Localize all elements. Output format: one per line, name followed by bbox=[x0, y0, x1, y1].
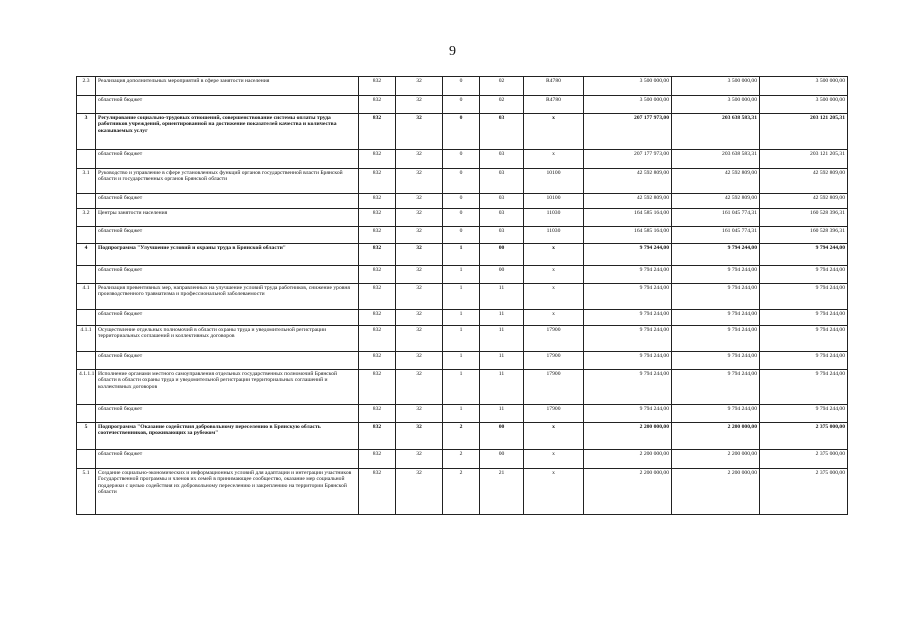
cell-subprogram: 0 bbox=[443, 194, 480, 209]
cell-amount-year1: 9 794 244,00 bbox=[584, 352, 672, 370]
cell-amount-year2: 42 592 809,00 bbox=[672, 169, 760, 194]
row-description: Реализация дополнительных мероприятий в сфере занятости населения bbox=[96, 77, 359, 96]
cell-amount-year2: 161 045 774,31 bbox=[672, 227, 760, 244]
cell-program: 32 bbox=[396, 450, 443, 469]
cell-direction-code: x bbox=[524, 450, 584, 469]
cell-amount-year1: 164 585 164,00 bbox=[584, 227, 672, 244]
table-row bbox=[77, 370, 848, 405]
row-description: Исполнение органами местного самоуправления отдельных государственных полномочий Брянской области в области охраны труда и уведомительной регистрации территориальных соглашений и коллективных договоров bbox=[96, 370, 359, 405]
cell-main-event: 02 bbox=[480, 77, 524, 96]
cell-amount-year1: 9 794 244,00 bbox=[584, 326, 672, 352]
cell-program: 32 bbox=[396, 209, 443, 227]
cell-main-event: 00 bbox=[480, 244, 524, 266]
cell-direction-code: x bbox=[524, 244, 584, 266]
cell-program: 32 bbox=[396, 77, 443, 96]
cell-grbs: 832 bbox=[359, 326, 396, 352]
cell-amount-year2: 2 200 000,00 bbox=[672, 450, 760, 469]
cell-main-event: 11 bbox=[480, 405, 524, 423]
cell-direction-code: 11030 bbox=[524, 227, 584, 244]
cell-amount-year2: 9 794 244,00 bbox=[672, 310, 760, 326]
cell-subprogram: 0 bbox=[443, 209, 480, 227]
row-number: 5.1 bbox=[77, 469, 96, 515]
cell-amount-year3: 42 592 809,00 bbox=[760, 194, 848, 209]
cell-program: 32 bbox=[396, 352, 443, 370]
cell-grbs: 832 bbox=[359, 370, 396, 405]
cell-subprogram: 0 bbox=[443, 227, 480, 244]
table-row bbox=[77, 209, 848, 227]
cell-direction-code: x bbox=[524, 469, 584, 515]
row-description: Подпрограмма "Оказание содействия добровольному переселению в Брянскую область соотечественников, проживающих за рубежом" bbox=[96, 423, 359, 450]
row-number: 3.1 bbox=[77, 169, 96, 194]
table-row bbox=[77, 114, 848, 150]
cell-amount-year3: 203 121 205,31 bbox=[760, 114, 848, 150]
cell-amount-year3: 160 528 396,31 bbox=[760, 227, 848, 244]
row-number: 5 bbox=[77, 423, 96, 450]
row-description: областной бюджет bbox=[96, 150, 359, 169]
cell-direction-code: x bbox=[524, 150, 584, 169]
cell-program: 32 bbox=[396, 150, 443, 169]
row-number bbox=[77, 450, 96, 469]
row-number bbox=[77, 227, 96, 244]
cell-amount-year1: 42 592 809,00 bbox=[584, 194, 672, 209]
cell-subprogram: 1 bbox=[443, 244, 480, 266]
cell-amount-year3: 9 794 244,00 bbox=[760, 352, 848, 370]
cell-amount-year1: 9 794 244,00 bbox=[584, 284, 672, 310]
cell-grbs: 832 bbox=[359, 266, 396, 284]
cell-main-event: 00 bbox=[480, 423, 524, 450]
cell-subprogram: 1 bbox=[443, 326, 480, 352]
cell-main-event: 11 bbox=[480, 310, 524, 326]
table-row bbox=[77, 405, 848, 423]
cell-amount-year2: 3 500 000,00 bbox=[672, 96, 760, 114]
cell-amount-year3: 9 794 244,00 bbox=[760, 266, 848, 284]
cell-amount-year1: 3 500 000,00 bbox=[584, 77, 672, 96]
cell-subprogram: 2 bbox=[443, 450, 480, 469]
cell-amount-year1: 207 177 973,00 bbox=[584, 114, 672, 150]
cell-amount-year2: 2 200 000,00 bbox=[672, 423, 760, 450]
cell-main-event: 21 bbox=[480, 469, 524, 515]
cell-amount-year1: 207 177 973,00 bbox=[584, 150, 672, 169]
cell-subprogram: 0 bbox=[443, 114, 480, 150]
cell-grbs: 832 bbox=[359, 310, 396, 326]
cell-amount-year2: 9 794 244,00 bbox=[672, 370, 760, 405]
cell-amount-year2: 42 592 809,00 bbox=[672, 194, 760, 209]
cell-amount-year1: 9 794 244,00 bbox=[584, 244, 672, 266]
cell-main-event: 02 bbox=[480, 96, 524, 114]
cell-amount-year2: 203 638 583,31 bbox=[672, 114, 760, 150]
cell-direction-code: 17900 bbox=[524, 370, 584, 405]
cell-amount-year1: 9 794 244,00 bbox=[584, 370, 672, 405]
cell-amount-year3: 2 375 000,00 bbox=[760, 469, 848, 515]
cell-direction-code: 10100 bbox=[524, 194, 584, 209]
cell-main-event: 03 bbox=[480, 169, 524, 194]
row-description: областной бюджет bbox=[96, 450, 359, 469]
cell-direction-code: x bbox=[524, 114, 584, 150]
table-row bbox=[77, 310, 848, 326]
cell-grbs: 832 bbox=[359, 405, 396, 423]
cell-amount-year2: 9 794 244,00 bbox=[672, 266, 760, 284]
cell-program: 32 bbox=[396, 169, 443, 194]
cell-amount-year2: 2 200 000,00 bbox=[672, 469, 760, 515]
row-description: областной бюджет bbox=[96, 310, 359, 326]
table-row bbox=[77, 469, 848, 515]
cell-main-event: 11 bbox=[480, 284, 524, 310]
cell-amount-year2: 9 794 244,00 bbox=[672, 352, 760, 370]
cell-program: 32 bbox=[396, 469, 443, 515]
budget-table bbox=[76, 76, 848, 515]
row-number: 4 bbox=[77, 244, 96, 266]
cell-grbs: 832 bbox=[359, 244, 396, 266]
cell-program: 32 bbox=[396, 96, 443, 114]
cell-amount-year3: 160 528 396,31 bbox=[760, 209, 848, 227]
cell-amount-year1: 42 592 809,00 bbox=[584, 169, 672, 194]
cell-grbs: 832 bbox=[359, 194, 396, 209]
table-row bbox=[77, 266, 848, 284]
table-row bbox=[77, 227, 848, 244]
cell-subprogram: 0 bbox=[443, 169, 480, 194]
cell-subprogram: 1 bbox=[443, 352, 480, 370]
cell-direction-code: x bbox=[524, 310, 584, 326]
cell-direction-code: R4780 bbox=[524, 96, 584, 114]
cell-amount-year1: 3 500 000,00 bbox=[584, 96, 672, 114]
cell-grbs: 832 bbox=[359, 77, 396, 96]
row-number bbox=[77, 405, 96, 423]
cell-amount-year3: 9 794 244,00 bbox=[760, 244, 848, 266]
row-number bbox=[77, 266, 96, 284]
cell-grbs: 832 bbox=[359, 469, 396, 515]
row-description: областной бюджет bbox=[96, 405, 359, 423]
cell-subprogram: 1 bbox=[443, 310, 480, 326]
table-row bbox=[77, 423, 848, 450]
cell-subprogram: 1 bbox=[443, 405, 480, 423]
row-number bbox=[77, 352, 96, 370]
cell-main-event: 11 bbox=[480, 370, 524, 405]
cell-grbs: 832 bbox=[359, 352, 396, 370]
cell-direction-code: 17900 bbox=[524, 405, 584, 423]
row-description: областной бюджет bbox=[96, 352, 359, 370]
row-description: областной бюджет bbox=[96, 194, 359, 209]
cell-subprogram: 1 bbox=[443, 370, 480, 405]
row-description: Реализация превентивных мер, направленных на улучшение условий труда работников, снижение уровня производственного травматизма и профессиональной заболеваемости bbox=[96, 284, 359, 310]
table-row bbox=[77, 169, 848, 194]
cell-amount-year3: 9 794 244,00 bbox=[760, 370, 848, 405]
table-row bbox=[77, 326, 848, 352]
table-row bbox=[77, 77, 848, 96]
cell-direction-code: R4780 bbox=[524, 77, 584, 96]
cell-amount-year3: 3 500 000,00 bbox=[760, 77, 848, 96]
cell-grbs: 832 bbox=[359, 423, 396, 450]
cell-program: 32 bbox=[396, 194, 443, 209]
row-number bbox=[77, 96, 96, 114]
row-description: Создание социально-экономических и информационных условий для адаптации и интеграции участников Государственной программы и членов их семей в принимающее сообщество, оказание мер социальной поддержки с целью содействия их добровольному переселению и закреплению на территории Брянской области bbox=[96, 469, 359, 515]
cell-subprogram: 1 bbox=[443, 284, 480, 310]
table-row bbox=[77, 150, 848, 169]
row-number: 3 bbox=[77, 114, 96, 150]
cell-subprogram: 2 bbox=[443, 469, 480, 515]
row-number: 3.2 bbox=[77, 209, 96, 227]
cell-direction-code: x bbox=[524, 284, 584, 310]
cell-direction-code: 10100 bbox=[524, 169, 584, 194]
cell-amount-year1: 164 585 164,00 bbox=[584, 209, 672, 227]
row-number: 4.1.1 bbox=[77, 326, 96, 352]
cell-amount-year3: 9 794 244,00 bbox=[760, 326, 848, 352]
cell-amount-year1: 9 794 244,00 bbox=[584, 266, 672, 284]
budget-table-body bbox=[77, 77, 848, 515]
cell-amount-year2: 9 794 244,00 bbox=[672, 244, 760, 266]
row-number bbox=[77, 310, 96, 326]
cell-main-event: 00 bbox=[480, 450, 524, 469]
table-row bbox=[77, 194, 848, 209]
cell-grbs: 832 bbox=[359, 96, 396, 114]
row-description: областной бюджет bbox=[96, 96, 359, 114]
cell-amount-year2: 203 638 583,31 bbox=[672, 150, 760, 169]
row-description: Осуществление отдельных полномочий в области охраны труда и уведомительной регистрации территориальных соглашений и коллективных договоров bbox=[96, 326, 359, 352]
row-number bbox=[77, 194, 96, 209]
cell-grbs: 832 bbox=[359, 150, 396, 169]
table-row bbox=[77, 352, 848, 370]
cell-main-event: 11 bbox=[480, 326, 524, 352]
cell-grbs: 832 bbox=[359, 169, 396, 194]
row-description: областной бюджет bbox=[96, 227, 359, 244]
cell-direction-code: 11030 bbox=[524, 209, 584, 227]
cell-program: 32 bbox=[396, 114, 443, 150]
cell-direction-code: 17900 bbox=[524, 352, 584, 370]
cell-subprogram: 1 bbox=[443, 266, 480, 284]
cell-amount-year2: 161 045 774,31 bbox=[672, 209, 760, 227]
table-row bbox=[77, 96, 848, 114]
cell-grbs: 832 bbox=[359, 209, 396, 227]
row-description: Регулирование социально-трудовых отношений, совершенствование системы оплаты труда работников учреждений, ориентированной на достижение показателей качества и количества оказываемых услуг bbox=[96, 114, 359, 150]
cell-amount-year3: 9 794 244,00 bbox=[760, 310, 848, 326]
row-number bbox=[77, 150, 96, 169]
cell-amount-year2: 9 794 244,00 bbox=[672, 405, 760, 423]
cell-amount-year1: 9 794 244,00 bbox=[584, 310, 672, 326]
cell-main-event: 03 bbox=[480, 150, 524, 169]
cell-program: 32 bbox=[396, 227, 443, 244]
cell-amount-year3: 9 794 244,00 bbox=[760, 284, 848, 310]
cell-program: 32 bbox=[396, 326, 443, 352]
cell-main-event: 11 bbox=[480, 352, 524, 370]
cell-amount-year3: 3 500 000,00 bbox=[760, 96, 848, 114]
cell-main-event: 00 bbox=[480, 266, 524, 284]
cell-subprogram: 0 bbox=[443, 96, 480, 114]
cell-amount-year1: 2 200 000,00 bbox=[584, 450, 672, 469]
cell-direction-code: 17900 bbox=[524, 326, 584, 352]
cell-amount-year3: 9 794 244,00 bbox=[760, 405, 848, 423]
cell-direction-code: x bbox=[524, 266, 584, 284]
cell-grbs: 832 bbox=[359, 284, 396, 310]
cell-subprogram: 2 bbox=[443, 423, 480, 450]
cell-amount-year2: 9 794 244,00 bbox=[672, 284, 760, 310]
cell-subprogram: 0 bbox=[443, 150, 480, 169]
cell-program: 32 bbox=[396, 284, 443, 310]
cell-amount-year2: 3 500 000,00 bbox=[672, 77, 760, 96]
row-description: Центры занятости населения bbox=[96, 209, 359, 227]
row-number: 4.1.1.1 bbox=[77, 370, 96, 405]
cell-amount-year3: 42 592 809,00 bbox=[760, 169, 848, 194]
cell-direction-code: x bbox=[524, 423, 584, 450]
cell-amount-year3: 2 375 000,00 bbox=[760, 450, 848, 469]
cell-amount-year3: 203 121 205,31 bbox=[760, 150, 848, 169]
cell-program: 32 bbox=[396, 266, 443, 284]
cell-program: 32 bbox=[396, 405, 443, 423]
table-row bbox=[77, 450, 848, 469]
cell-main-event: 03 bbox=[480, 209, 524, 227]
cell-main-event: 03 bbox=[480, 194, 524, 209]
row-description: Руководство и управление в сфере установленных функций органов государственной власти Брянской области и государственных органов Брянской области bbox=[96, 169, 359, 194]
cell-subprogram: 0 bbox=[443, 77, 480, 96]
cell-amount-year2: 9 794 244,00 bbox=[672, 326, 760, 352]
cell-program: 32 bbox=[396, 423, 443, 450]
row-number: 4.1 bbox=[77, 284, 96, 310]
cell-grbs: 832 bbox=[359, 114, 396, 150]
cell-amount-year1: 2 200 000,00 bbox=[584, 469, 672, 515]
cell-main-event: 03 bbox=[480, 114, 524, 150]
row-description: областной бюджет bbox=[96, 266, 359, 284]
cell-grbs: 832 bbox=[359, 227, 396, 244]
table-row bbox=[77, 244, 848, 266]
cell-amount-year1: 2 200 000,00 bbox=[584, 423, 672, 450]
cell-amount-year1: 9 794 244,00 bbox=[584, 405, 672, 423]
cell-grbs: 832 bbox=[359, 450, 396, 469]
row-number: 2.3 bbox=[77, 77, 96, 96]
row-description: Подпрограмма "Улучшение условий и охраны труда в Брянской области" bbox=[96, 244, 359, 266]
table-row bbox=[77, 284, 848, 310]
cell-program: 32 bbox=[396, 244, 443, 266]
page-number: 9 bbox=[449, 44, 456, 59]
cell-amount-year3: 2 375 000,00 bbox=[760, 423, 848, 450]
cell-program: 32 bbox=[396, 310, 443, 326]
cell-main-event: 03 bbox=[480, 227, 524, 244]
cell-program: 32 bbox=[396, 370, 443, 405]
